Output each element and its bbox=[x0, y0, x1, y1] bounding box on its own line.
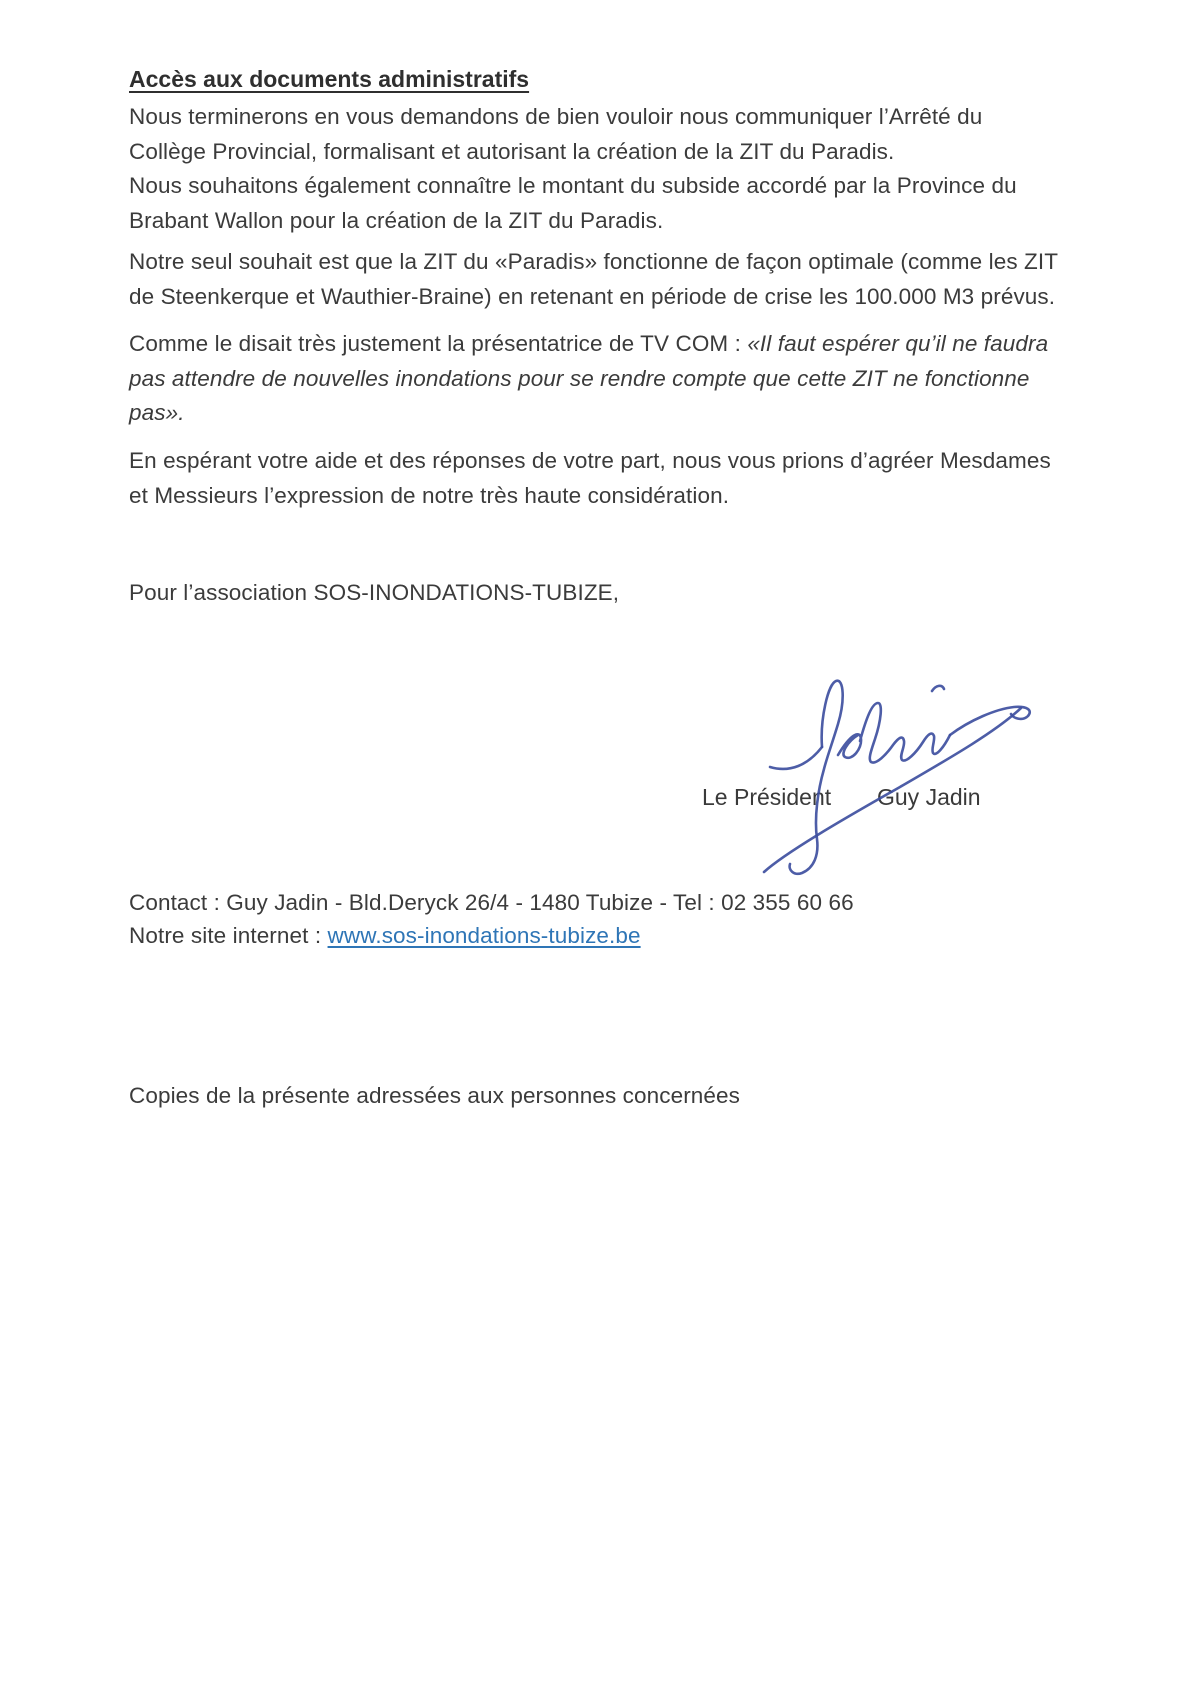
contact-line: Contact : Guy Jadin - Bld.Deryck 26/4 - 1480 Tubize - Tel : 02 355 60 66 bbox=[129, 890, 854, 915]
text-line: pas». bbox=[129, 400, 185, 425]
signature-stroke bbox=[950, 707, 1030, 735]
text-line: de Steenkerque et Wauthier-Braine) en retenant en période de crise les 100.000 M3 prévus. bbox=[129, 283, 1056, 309]
quote-intro: Comme le disait très justement la présentatrice de TV COM : bbox=[129, 331, 748, 356]
signature-handwriting bbox=[600, 615, 1040, 885]
text-line: Pour l’association SOS-INONDATIONS-TUBIZE, bbox=[129, 580, 620, 605]
contact-block bbox=[129, 886, 854, 952]
copies-note: Copies de la présente adressées aux personnes concernées bbox=[129, 1083, 740, 1108]
signature-stroke bbox=[770, 747, 822, 769]
president-label: Le Président bbox=[702, 784, 832, 810]
text-line bbox=[129, 327, 1069, 362]
text-line: Collège Provincial, formalisant et autorisant la création de la ZIT du Paradis. bbox=[129, 138, 895, 164]
paragraph-tvcom-quote bbox=[129, 327, 1069, 431]
website-label: Notre site internet : bbox=[129, 923, 328, 948]
text-line: En espérant votre aide et des réponses de votre part, nous vous prions d’agréer Mesdames bbox=[129, 448, 1051, 473]
paragraph-closing bbox=[129, 444, 1069, 513]
text-line: et Messieurs l’expression de notre très haute considération. bbox=[129, 482, 730, 508]
association-line bbox=[129, 576, 1069, 611]
quote-italic: «Il faut espérer qu’il ne faudra bbox=[747, 331, 1049, 356]
text-line: Nous terminerons en vous demandons de bien vouloir nous communiquer l’Arrêté du bbox=[129, 104, 983, 129]
text-line: pas attendre de nouvelles inondations pour se rendre compte que cette ZIT ne fonctionne bbox=[129, 365, 1030, 391]
text-line: Nous souhaitons également connaître le montant du subside accordé par la Province du bbox=[129, 173, 1017, 198]
signature-stroke bbox=[838, 703, 950, 763]
website-line bbox=[129, 919, 854, 952]
text-line: Notre seul souhait est que la ZIT du «Paradis» fonctionne de façon optimale (comme les ZIT bbox=[129, 249, 1059, 274]
signer-name: Guy Jadin bbox=[877, 784, 981, 810]
website-link[interactable]: www.sos-inondations-tubize.be bbox=[327, 923, 641, 948]
signature-stroke bbox=[932, 686, 944, 691]
paragraph-zit-wish bbox=[129, 245, 1069, 314]
section-heading: Accès aux documents administratifs bbox=[129, 66, 530, 92]
text-line: Brabant Wallon pour la création de la ZIT du Paradis. bbox=[129, 207, 664, 233]
paragraph-access-request bbox=[129, 100, 1069, 238]
signature-stroke bbox=[790, 681, 843, 874]
